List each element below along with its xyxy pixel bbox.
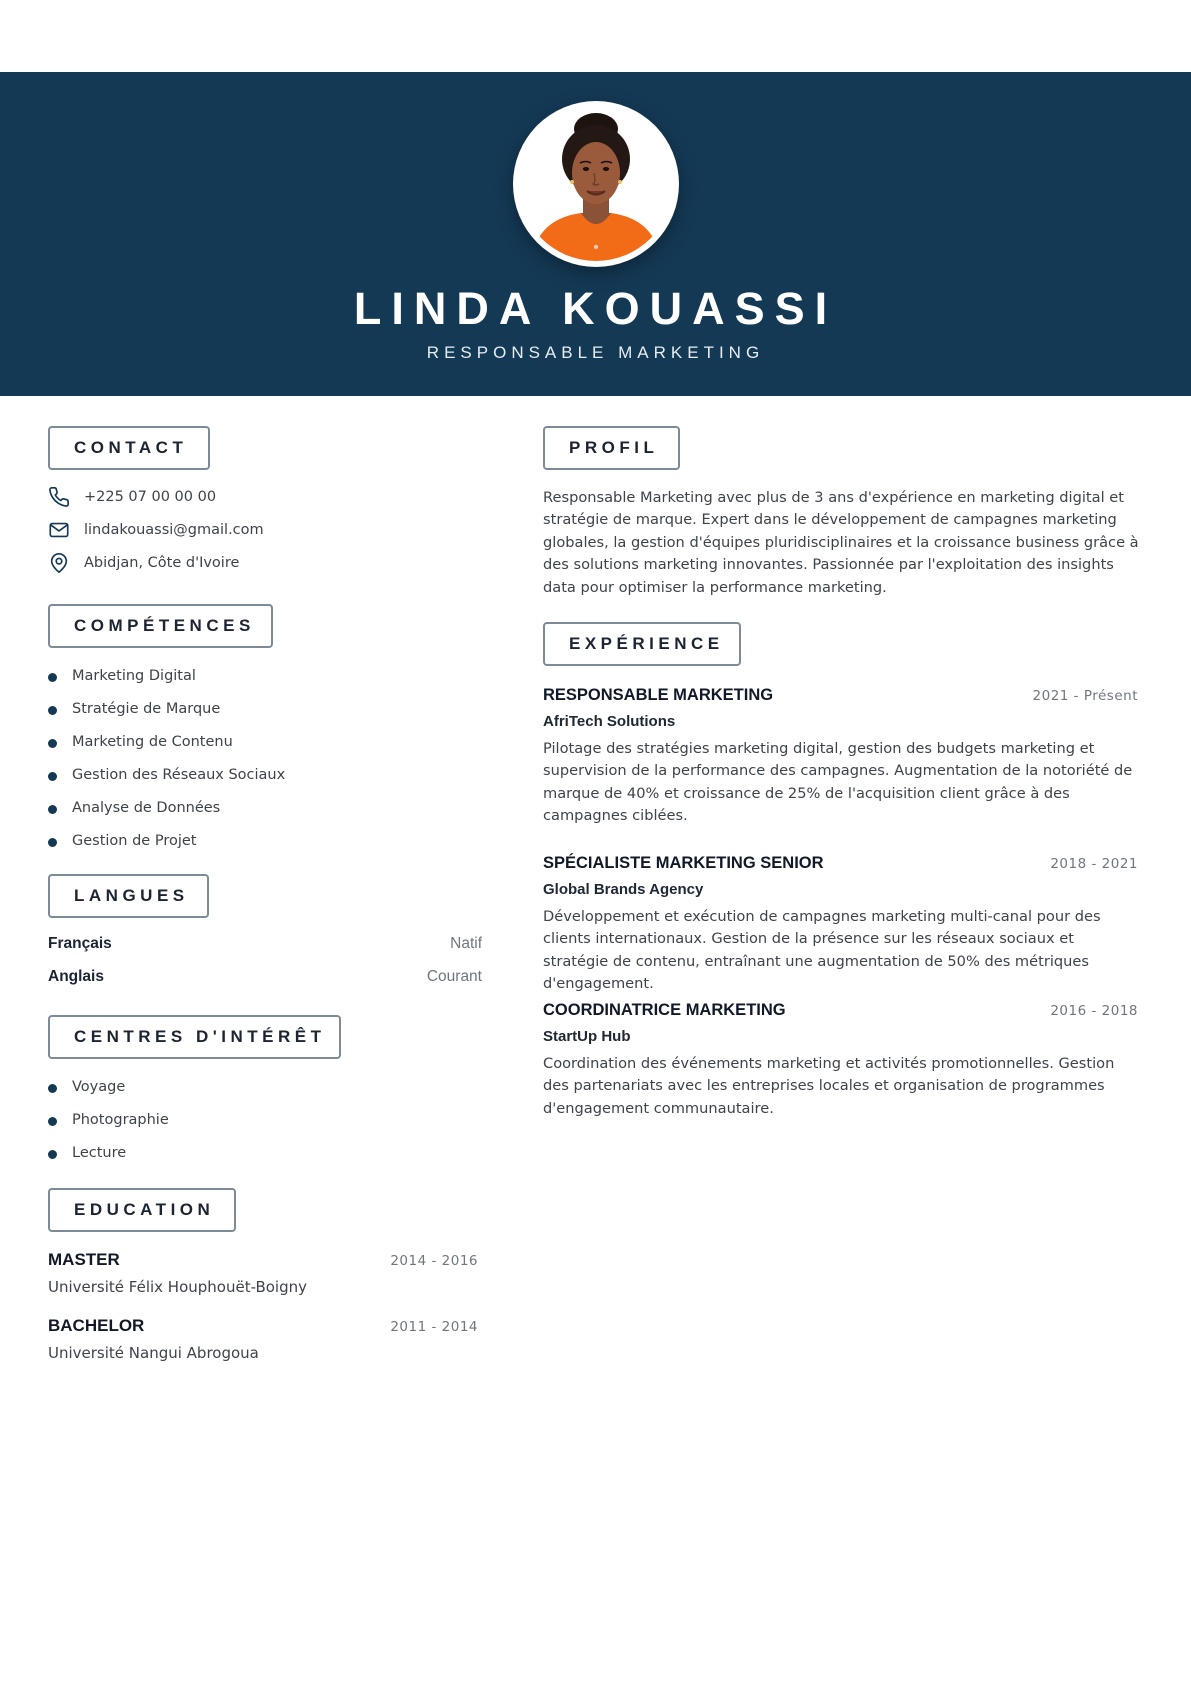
job-company: AfriTech Solutions [543, 713, 676, 730]
education-school: Université Nangui Abrogoua [48, 1344, 259, 1362]
email-text[interactable]: lindakouassi@gmail.com [84, 522, 264, 538]
language-name: Anglais [48, 968, 104, 985]
bullet-dot [48, 1084, 57, 1093]
candidate-role: RESPONSABLE MARKETING [426, 343, 765, 362]
list-item: Gestion de Projet [48, 824, 285, 857]
education-school: Université Félix Houphouët-Boigny [48, 1278, 308, 1296]
candidate-name: LINDA KOUASSI [353, 283, 838, 334]
portrait-image [519, 107, 673, 261]
bullet-dot [48, 1117, 57, 1126]
contact-location [48, 552, 239, 574]
skills-list [48, 659, 285, 857]
list-item: Voyage [48, 1070, 169, 1103]
language-name: Français [48, 935, 112, 952]
experience-entry [543, 686, 1138, 828]
job-title: SPÉCIALISTE MARKETING SENIOR [543, 854, 824, 872]
list-item: Photographie [48, 1103, 169, 1136]
education-dates: 2011 - 2014 [390, 1319, 478, 1335]
bullet-dot [48, 706, 57, 715]
profile-photo [513, 101, 679, 267]
bullet-dot [48, 1150, 57, 1159]
contact-phone [48, 486, 216, 508]
section-title-interests: CENTRES D'INTÉRÊT [48, 1015, 341, 1059]
section-title-languages: LANGUES [48, 874, 209, 918]
job-description: Coordination des événements marketing et activités promotionnelles. Gestion des partenariats avec les entreprises locales et organisation de programmes d'engagement communautaire. [543, 1055, 1115, 1117]
bullet-dot [48, 805, 57, 814]
section-title-contact: CONTACT [48, 426, 210, 470]
education-degree: MASTER [48, 1250, 120, 1269]
job-company: StartUp Hub [543, 1028, 631, 1045]
location-pin-icon [48, 552, 70, 574]
language-row [48, 968, 482, 986]
phone-text: +225 07 00 00 00 [84, 489, 217, 505]
job-company: Global Brands Agency [543, 881, 704, 898]
mail-icon [48, 519, 70, 541]
education-dates: 2014 - 2016 [390, 1253, 478, 1269]
bullet-dot [48, 673, 57, 682]
list-item: Stratégie de Marque [48, 692, 285, 725]
interests-list [48, 1070, 169, 1169]
bullet-dot [48, 838, 57, 847]
section-title-education: EDUCATION [48, 1188, 236, 1232]
language-level: Courant [426, 968, 482, 985]
job-description: Développement et exécution de campagnes marketing multi-canal pour des clients internationaux. Gestion de la présence sur les réseaux sociaux et stratégie de contenu, entraînant une augmentation de 50% des métriques d'engagement. [543, 908, 1101, 993]
section-title-profile: PROFIL [543, 426, 680, 470]
language-level: Natif [450, 935, 482, 952]
bullet-dot [48, 772, 57, 781]
job-title: COORDINATRICE MARKETING [543, 1001, 786, 1019]
list-item: Marketing Digital [48, 659, 285, 692]
bullet-dot [48, 739, 57, 748]
education-entry [48, 1250, 478, 1296]
experience-entry [543, 1001, 1138, 1120]
location-text: Abidjan, Côte d'Ivoire [84, 555, 240, 571]
education-degree: BACHELOR [48, 1316, 145, 1335]
job-title: RESPONSABLE MARKETING [543, 686, 774, 704]
section-title-experience: EXPÉRIENCE [543, 622, 741, 666]
job-description: Pilotage des stratégies marketing digital, gestion des budgets marketing et supervision de la performance des campagnes. Augmentation de la notoriété de marque de 40% et croissance de 25% de l'acquisition client grâce à des campagnes ciblées. [543, 740, 1133, 825]
phone-icon [48, 486, 70, 508]
list-item: Lecture [48, 1136, 169, 1169]
experience-entry [543, 854, 1138, 996]
language-row [48, 935, 482, 953]
list-item: Marketing de Contenu [48, 725, 285, 758]
section-title-skills: COMPÉTENCES [48, 604, 273, 648]
education-entry [48, 1316, 478, 1362]
job-dates: 2018 - 2021 [1050, 856, 1138, 872]
contact-email [48, 519, 264, 541]
list-item: Gestion des Réseaux Sociaux [48, 758, 285, 791]
profile-summary: Responsable Marketing avec plus de 3 ans d'expérience en marketing digital et stratégie de marque. Expert dans le développement de campagnes marketing globales, la gestion d'équipes pluridisciplinaires et la croissance business grâce à des solutions marketing innovantes. Passionnée par l'exploitation des insights data pour optimiser la performance marketing. [543, 489, 1139, 596]
job-dates: 2021 - Présent [1032, 688, 1138, 704]
job-dates: 2016 - 2018 [1050, 1003, 1138, 1019]
list-item: Analyse de Données [48, 791, 285, 824]
